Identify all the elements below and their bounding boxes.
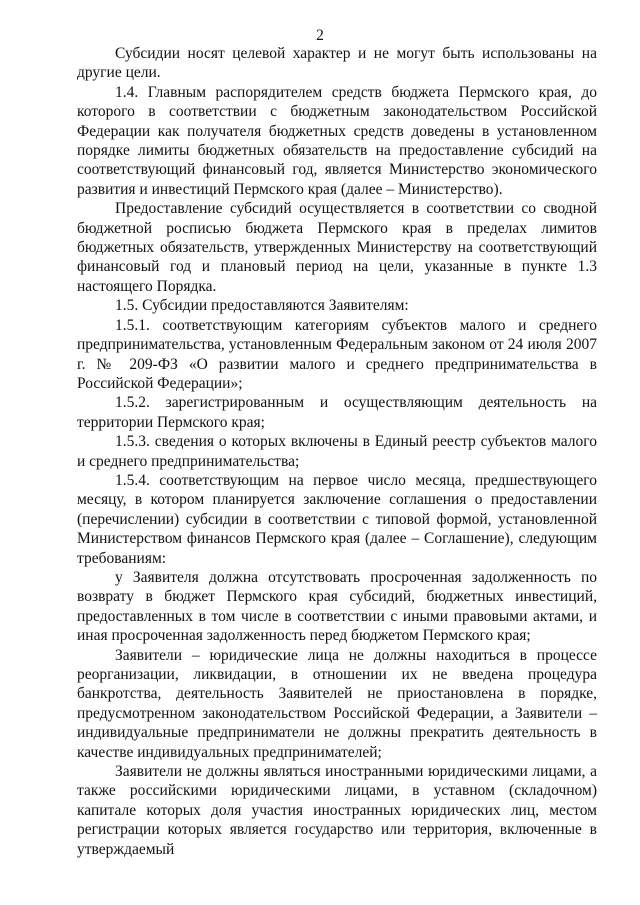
paragraph-1-5-1-sme-categories: 1.5.1. соответствующим категориям субъектов малого и среднего предпринимательства, установленным Федеральным законом от 24 июля 2007 г. № 209-ФЗ «О развитии малого и среднего предпринимательства в Российской Федерации»; <box>77 316 597 392</box>
paragraph-1-5-2-registered: 1.5.2. зарегистрированным и осуществляющим деятельность на территории Пермского края; <box>77 394 597 431</box>
page-number: 2 <box>316 27 324 44</box>
paragraph-1-5-applicants: 1.5. Субсидии предоставляются Заявителям: <box>115 297 409 315</box>
paragraph-no-reorganization: Заявители – юридические лица не должны находиться в процессе реорганизации, ликвидации, в отношении их не введена процедура банкротства, деятельность Заявителей не приостановлена в порядке, предусмотренном законодательством Российской Федерации, а Заявители – индивидуальные предприниматели не должны прекратить деятельность в качестве индивидуальных предпринимателей; <box>77 646 597 761</box>
paragraph-1-5-4-requirements: 1.5.4. соответствующим на первое число месяца, предшествующего месяцу, в котором планируется заключение соглашения о предоставлении (перечислении) субсидии в соответствии с типовой формой, установленной Министерством финансов Пермского края (далее – Соглашение), следующим требованиям: <box>77 471 597 567</box>
paragraph-not-foreign-entities: Заявители не должны являться иностранными юридическими лицами, а также российскими юридическими лицами, в уставном (складочном) капитале которых доля участия иностранных юридических лиц, местом регистрации которых является государство или территория, включенные в утверждаемый <box>77 763 597 858</box>
paragraph-subsidy-purpose: Субсидии носят целевой характер и не могут быть использованы на другие цели. <box>77 45 597 82</box>
paragraph-1-5-3-sme-registry: 1.5.3. сведения о которых включены в Единый реестр субъектов малого и среднего предпринимательства; <box>77 433 597 470</box>
paragraph-no-overdue-debt: у Заявителя должна отсутствовать просроченная задолженность по возврату в бюджет Пермского края субсидий, бюджетных инвестиций, предоставленных в том числе в соответствии с иными правовыми актами, и иная просроченная задолженность перед бюджетом Пермского края; <box>77 568 597 645</box>
document-body <box>77 44 597 859</box>
paragraph-subsidy-provision: Предоставление субсидий осуществляется в соответствии со сводной бюджетной росписью бюджета Пермского края в пределах лимитов бюджетных обязательств, утвержденных Министерству на соответствующий финансовый год и плановый период на цели, указанные в пункте 1.3 настоящего Порядка. <box>77 200 597 295</box>
paragraph-1-4-main-manager: 1.4. Главным распорядителем средств бюджета Пермского края, до которого в соответствии с бюджетным законодательством Российской Федерации как получателя бюджетных средств доведены в установленном порядке лимиты бюджетных обязательств на предоставление субсидий на соответствующий финансовый год, является Министерство экономического развития и инвестиций Пермского края (далее – Министерство). <box>77 83 597 198</box>
